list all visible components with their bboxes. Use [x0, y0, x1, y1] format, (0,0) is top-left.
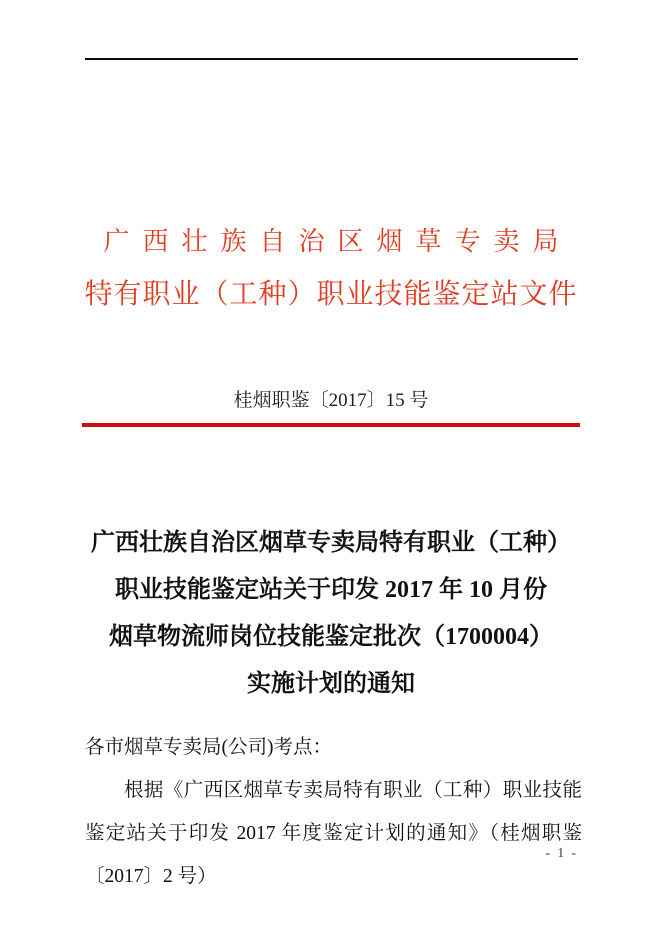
document-reference-number: 桂烟职鉴〔2017〕15 号 [233, 390, 429, 411]
document-title [40, 520, 622, 708]
page-number: - 1 - [545, 845, 578, 860]
top-rule-divider [85, 58, 578, 60]
letterhead-station-name: 特有职业（工种）职业技能鉴定站文件 [84, 279, 578, 310]
document-title-line-4: 实施计划的通知 [247, 671, 415, 697]
body-salutation: 各市烟草专卖局(公司)考点： [85, 737, 332, 758]
document-body [85, 726, 582, 898]
document-title-line-1: 广西壮族自治区烟草专卖局特有职业（工种） [91, 530, 571, 556]
letterhead-org-name: 广西壮族自治区烟草专卖局 [103, 227, 572, 256]
document-title-line-3: 烟草物流师岗位技能鉴定批次（1700004） [109, 624, 553, 650]
body-paragraph: 根据《广西区烟草专卖局特有职业（工种）职业技能鉴定站关于印发 2017 年度鉴定计划的通知》（桂烟职鉴〔2017〕2 号） [85, 780, 582, 887]
letterhead [0, 226, 662, 312]
document-title-line-2: 职业技能鉴定站关于印发 2017 年 10 月份 [115, 577, 547, 603]
red-header-divider [82, 423, 580, 427]
